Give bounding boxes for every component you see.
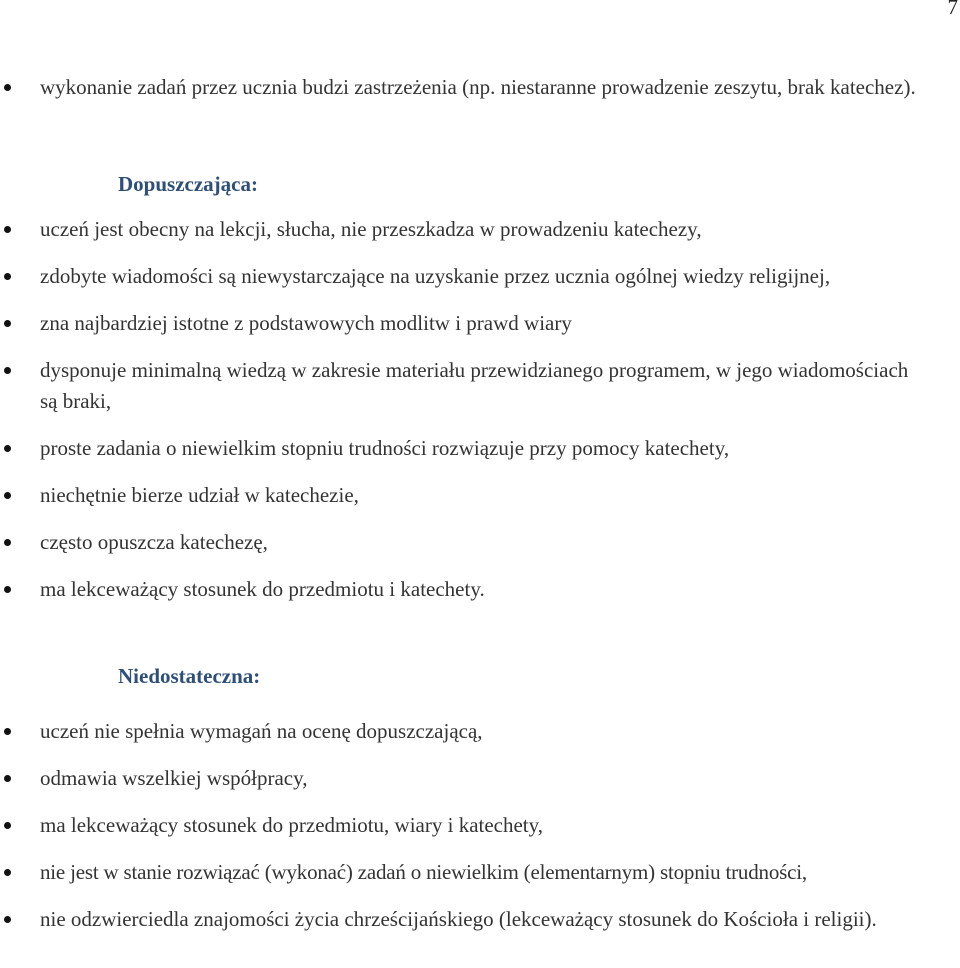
list-item — [0, 527, 960, 558]
bullet-icon — [4, 775, 11, 782]
list-item-text: nie odzwierciedla znajomości życia chrześcijańskiego (lekceważący stosunek do Kościoła i religii). — [40, 907, 877, 931]
list-item — [0, 480, 960, 511]
list-item — [0, 810, 960, 841]
section-heading-dopuszczajaca: Dopuszczająca: — [118, 172, 258, 196]
list-item — [0, 904, 960, 935]
list-item-text: ma lekceważący stosunek do przedmiotu i katechety. — [40, 577, 485, 601]
bullet-icon — [4, 445, 11, 452]
bullet-icon — [4, 539, 11, 546]
list-item-text: zdobyte wiadomości są niewystarczające na uzyskanie przez ucznia ogólnej wiedzy religijnej, — [40, 264, 831, 288]
bullet-icon — [4, 273, 11, 280]
list-item-text: nie jest w stanie rozwiązać (wykonać) zadań o niewielkim (elementarnym) stopniu trudności, — [40, 860, 807, 884]
list-item — [0, 763, 960, 794]
list-item-text: proste zadania o niewielkim stopniu trudności rozwiązuje przy pomocy katechety, — [40, 436, 730, 460]
list-item-text: dysponuje minimalną wiedzą w zakresie materiału przewidzianego programem, w jego wiadomościach są braki, — [40, 358, 909, 413]
list-item-text: uczeń nie spełnia wymagań na ocenę dopuszczającą, — [40, 719, 483, 743]
section-list-dopuszczajaca — [0, 214, 960, 605]
bullet-icon — [4, 822, 11, 829]
bullet-icon — [4, 492, 11, 499]
list-item — [0, 308, 960, 339]
list-item-text: zna najbardziej istotne z podstawowych modlitw i prawd wiary — [40, 311, 572, 335]
list-item-text: uczeń jest obecny na lekcji, słucha, nie przeszkadza w prowadzeniu katechezy, — [40, 217, 702, 241]
list-item-text: niechętnie bierze udział w katechezie, — [40, 483, 359, 507]
section-heading-niedostateczna: Niedostateczna: — [118, 664, 261, 688]
list-item — [0, 433, 960, 464]
list-item — [0, 214, 960, 245]
bullet-icon — [4, 916, 11, 923]
bullet-icon — [4, 586, 11, 593]
top-list — [0, 72, 960, 103]
list-item-text: wykonanie zadań przez ucznia budzi zastrzeżenia (np. niestaranne prowadzenie zeszytu, brak katechez). — [40, 75, 916, 99]
list-item — [0, 72, 960, 103]
bullet-icon — [4, 226, 11, 233]
list-item-text: często opuszcza katechezę, — [40, 530, 268, 554]
list-item — [0, 857, 960, 888]
list-item — [0, 716, 960, 747]
section-list-niedostateczna — [0, 716, 960, 935]
bullet-icon — [4, 367, 11, 374]
list-item — [0, 574, 960, 605]
bullet-icon — [4, 869, 11, 876]
bullet-icon — [4, 728, 11, 735]
bullet-icon — [4, 320, 11, 327]
bullet-icon — [4, 84, 11, 91]
list-item — [0, 261, 960, 292]
list-item-text: odmawia wszelkiej współpracy, — [40, 766, 308, 790]
list-item — [0, 355, 960, 417]
page-number: 7 — [947, 0, 958, 19]
list-item-text: ma lekceważący stosunek do przedmiotu, wiary i katechety, — [40, 813, 544, 837]
